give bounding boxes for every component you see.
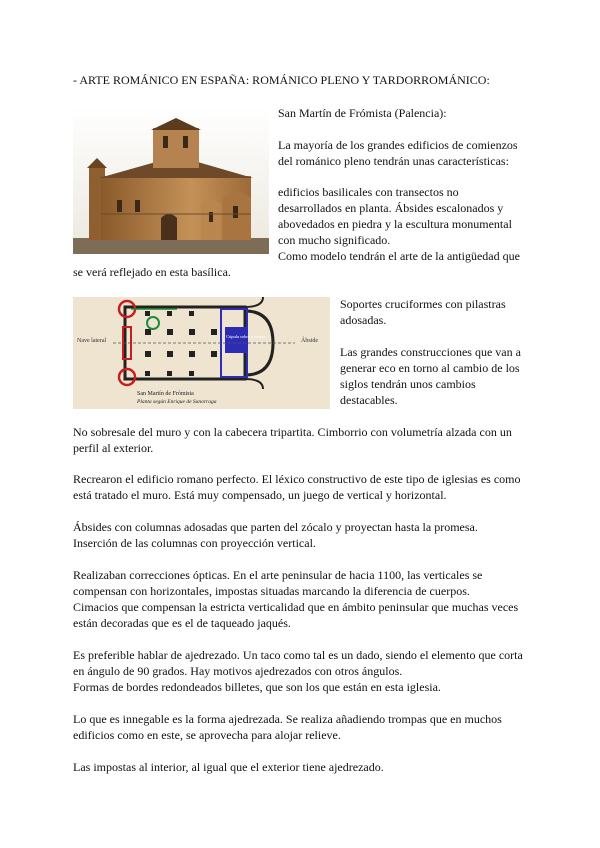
paragraph-supports: Soportes cruciformes con pilastras adosadas.: [340, 297, 506, 327]
paragraph-apses-2: Inserción de las columnas con proyección vertical.: [73, 536, 316, 550]
paragraph-undeniable: Lo que es innegable es la forma ajedrezada. Se realiza añadiendo trompas que en muchos edificios como en este, se aprovecha para alojar relieve.: [73, 712, 502, 742]
paragraph-apses-1: Ábsides con columnas adosadas que parten del zócalo y proyectan hasta la promesa.: [73, 520, 478, 534]
plan-caption-2: Planta según Enrique de Sanorraga: [137, 399, 217, 405]
paragraph-roman: Recrearon el edificio romano perfecto. El léxico constructivo de este tipo de iglesias es como está tratado el muro. Está muy compensado, un juego de vertical y horizontal.: [73, 472, 521, 502]
church-photo: [73, 106, 269, 254]
floor-plan-diagram: [73, 297, 330, 409]
plan-label-right: Ábside: [301, 338, 318, 344]
plan-label-left: Nave lateral: [77, 338, 107, 344]
paragraph-features: edificios basilicales con transectos no desarrollados en planta. Ábsides escalonados y abovedados en piedra y la escultura monumental con mucho significado.: [278, 185, 512, 247]
paragraph-optics-1: Realizaban correcciones ópticas. En el arte peninsular de hacia 1100, las verticales se compensan con horizontales, impostas situadas marcando la diferencia de cuerpos.: [73, 568, 483, 598]
plan-label-center: Cúpula sobre trompas: [226, 334, 266, 339]
section-heading: San Martín de Frómista (Palencia):: [278, 106, 447, 120]
paragraph-constructions: Las grandes construcciones que van a generar eco en torno al cambio de los siglos tendrán unos cambios destacables.: [340, 345, 521, 407]
paragraph-model-line1: Como modelo tendrán el arte de la antigüedad que: [278, 249, 520, 263]
paragraph-chess-1: Es preferible hablar de ajedrezado. Un taco como tal es un dado, siendo el elemento que corta en ángulo de 90 grados. Hay motivos ajedrezados con otros ángulos.: [73, 648, 523, 678]
page-title: - ARTE ROMÁNICO EN ESPAÑA: ROMÁNICO PLENO Y TARDORROMÁNICO:: [73, 73, 490, 87]
paragraph-optics-2: Cimacios que compensan la estricta verticalidad que en ámbito peninsular que muchas veces están decoradas que es el de taqueado jaqués.: [73, 600, 519, 630]
paragraph-wall: No sobresale del muro y con la cabecera tripartita. Cimborrio con volumetría alzada con un perfil al exterior.: [73, 425, 512, 455]
plan-caption-1: San Martín de Frómista: [137, 391, 194, 397]
paragraph-model-line2: se verá reflejado en esta basílica.: [73, 265, 231, 279]
paragraph-imposts: Las impostas al interior, al igual que el exterior tiene ajedrezado.: [73, 760, 384, 774]
paragraph-intro: La mayoría de los grandes edificios de comienzos del románico pleno tendrán unas características:: [278, 138, 518, 168]
paragraph-chess-2: Formas de bordes redondeados billetes, que son los que están en esta iglesia.: [73, 680, 441, 694]
